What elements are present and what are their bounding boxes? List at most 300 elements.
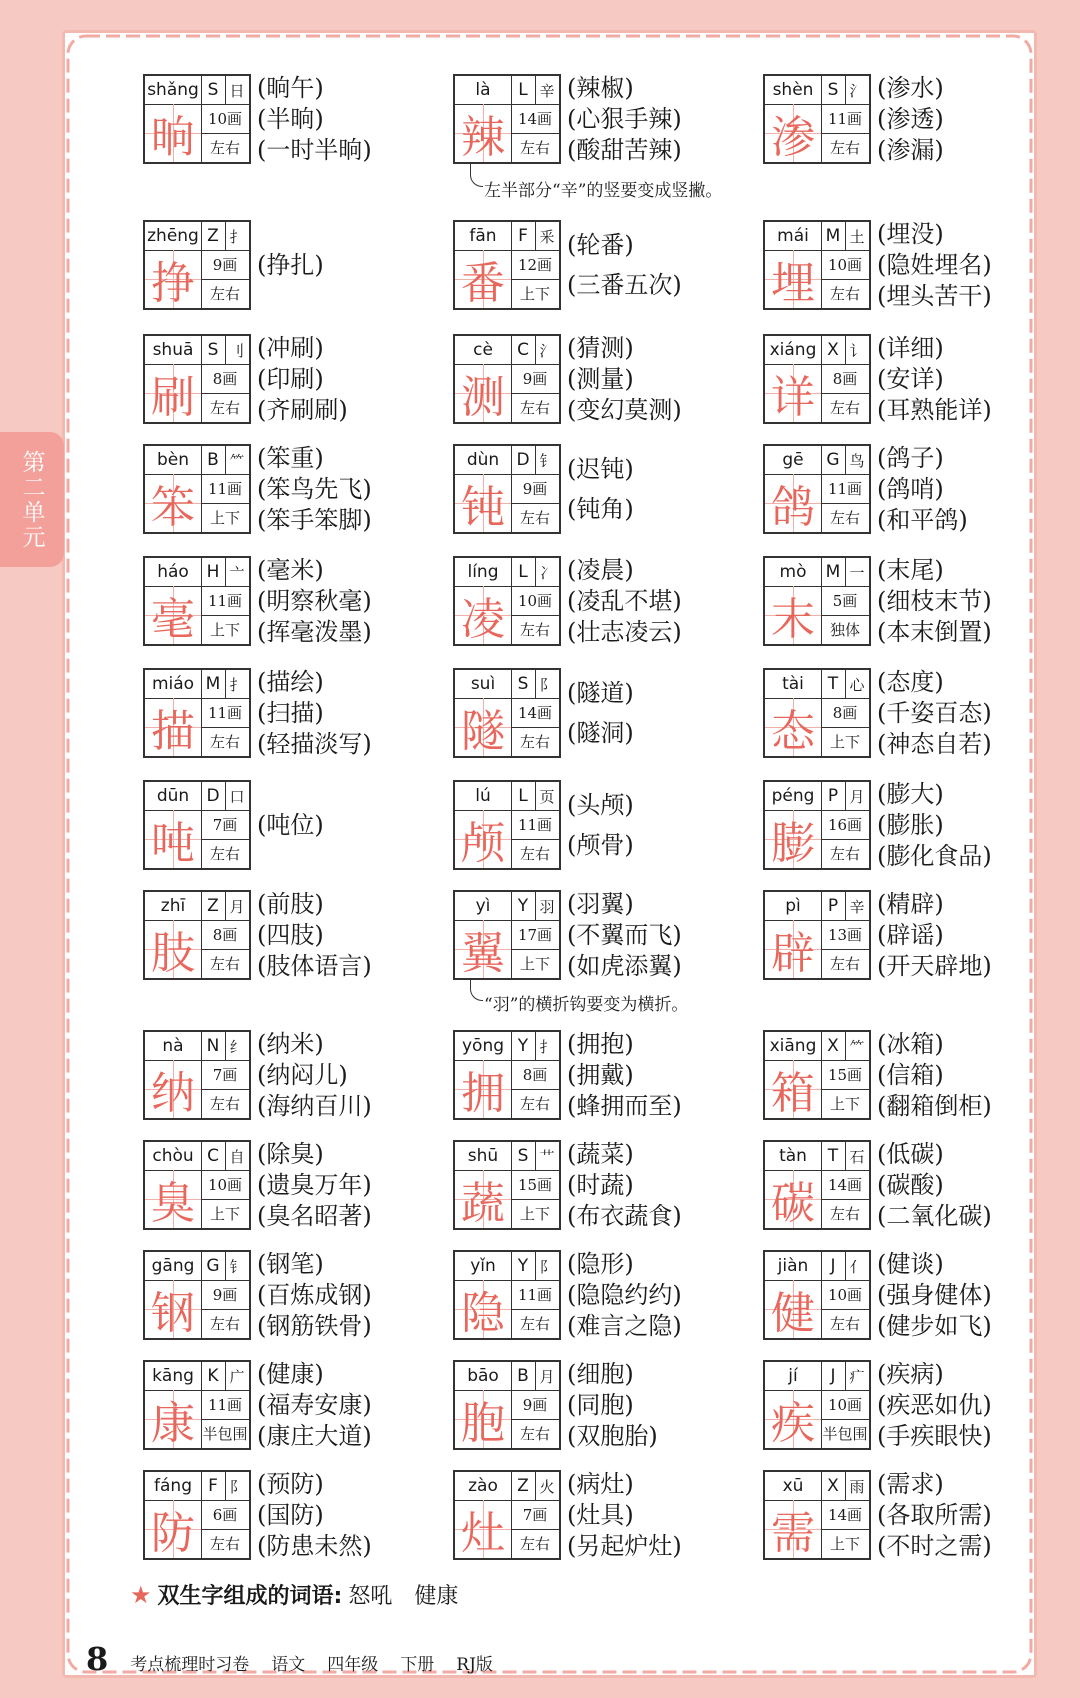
structure-cell: 上下 (519, 285, 550, 303)
initial-letter-cell: S (201, 336, 226, 365)
structure-cell: 左右 (829, 285, 860, 303)
word-item: (鸽子) (877, 443, 944, 472)
pinyin-cell: péng (765, 782, 822, 811)
word-item: (国防) (257, 1500, 324, 1529)
structure-cell: 上下 (829, 1095, 860, 1113)
pinyin-cell: shuā (145, 336, 202, 365)
structure-cell: 左右 (519, 1425, 550, 1443)
word-item: (碳酸) (877, 1170, 944, 1199)
word-item: (蔬菜) (567, 1139, 634, 1168)
word-item: (渗水) (877, 73, 944, 102)
word-item: (和平鸽) (877, 506, 968, 535)
word-list (567, 1358, 777, 1452)
radical-cell: 阝 (535, 670, 559, 699)
initial-letter-cell: X (821, 1032, 846, 1061)
char-grid (763, 1360, 871, 1450)
radical-cell: ⺮ (845, 1032, 869, 1061)
radical-cell: 纟 (225, 1032, 249, 1061)
char-grid (143, 220, 251, 310)
structure-cell: 左右 (519, 1315, 550, 1333)
char-grid (143, 1250, 251, 1340)
word-item: (海纳百川) (257, 1092, 372, 1121)
stroke-count-cell: 9画 (201, 1280, 249, 1310)
stroke-count-cell: 12画 (511, 250, 559, 280)
summary-label: 双生字组成的词语: (157, 1584, 343, 1609)
character-cell: 末 (765, 586, 822, 644)
radical-cell: 氵 (535, 336, 559, 365)
character-cell: 康 (145, 1390, 202, 1448)
pinyin-cell: jí (765, 1362, 822, 1391)
word-item: (毫米) (257, 555, 324, 584)
word-list (567, 1468, 777, 1562)
character-cell: 需 (765, 1500, 822, 1558)
char-grid (143, 1470, 251, 1560)
character-cell: 番 (455, 250, 512, 308)
word-item: (笨鸟先飞) (257, 474, 372, 503)
char-grid (453, 780, 561, 870)
word-list (877, 666, 1080, 760)
structure-cell: 上下 (519, 955, 550, 973)
pinyin-cell: xū (765, 1472, 822, 1501)
radical-cell: 疒 (845, 1362, 869, 1391)
radical-cell: 广 (225, 1362, 249, 1391)
structure-cell: 上下 (209, 1205, 240, 1223)
character-cell: 凌 (455, 586, 512, 644)
word-item: (防患未然) (257, 1532, 372, 1561)
word-item: (难言之隐) (567, 1312, 682, 1341)
character-cell: 描 (145, 698, 202, 756)
word-item: (渗透) (877, 104, 944, 133)
word-item: (细胞) (567, 1359, 634, 1388)
radical-cell: 刂 (225, 336, 249, 365)
stroke-count-cell: 14画 (821, 1170, 869, 1200)
word-item: (精辟) (877, 889, 944, 918)
word-item: (冲刷) (257, 333, 324, 362)
pinyin-cell: yì (455, 892, 512, 921)
word-item: (埋头苦干) (877, 282, 992, 311)
word-item: (钝角) (567, 495, 634, 524)
char-grid (453, 890, 561, 980)
char-grid (143, 890, 251, 980)
char-grid (453, 668, 561, 758)
page-number: 8 (86, 1640, 109, 1678)
unit-side-tab (0, 432, 64, 567)
word-item: (迟钝) (567, 454, 634, 483)
word-list (257, 1468, 467, 1562)
pinyin-cell: yōng (455, 1032, 512, 1061)
stroke-count-cell: 11画 (201, 474, 249, 504)
character-cell: 挣 (145, 250, 202, 308)
char-grid (453, 1030, 561, 1120)
char-grid (453, 220, 561, 310)
stroke-count-cell: 9画 (201, 250, 249, 280)
word-item: (翻箱倒柜) (877, 1092, 992, 1121)
character-cell: 箱 (765, 1060, 822, 1118)
character-cell: 吨 (145, 810, 202, 868)
radical-cell: 月 (225, 892, 249, 921)
character-cell: 毫 (145, 586, 202, 644)
word-item: (挥毫泼墨) (257, 618, 372, 647)
word-item: (半晌) (257, 104, 324, 133)
word-list (257, 778, 467, 872)
character-cell: 渗 (765, 104, 822, 162)
stroke-count-cell: 10画 (821, 1390, 869, 1420)
radical-cell: 页 (535, 782, 559, 811)
pinyin-cell: gāng (145, 1252, 202, 1281)
summary-words: 怒吼 健康 (348, 1584, 459, 1609)
char-grid (143, 1360, 251, 1450)
structure-cell: 左右 (519, 509, 550, 527)
word-item: (膨化食品) (877, 842, 992, 871)
word-item: (吨位) (257, 811, 324, 839)
character-cell: 颅 (455, 810, 512, 868)
summary-line (130, 1579, 458, 1610)
word-item: (安详) (877, 364, 944, 393)
word-item: (钢筋铁骨) (257, 1312, 372, 1341)
word-item: (细枝末节) (877, 586, 992, 615)
pinyin-cell: bèn (145, 446, 202, 475)
char-grid (453, 556, 561, 646)
pinyin-cell: suì (455, 670, 512, 699)
character-cell: 详 (765, 364, 822, 422)
word-item: (齐刷刷) (257, 396, 348, 425)
note-la: 左半部分“辛”的竖要变成竖撇。 (484, 181, 723, 201)
initial-letter-cell: L (511, 782, 536, 811)
word-item: (心狠手辣) (567, 104, 682, 133)
structure-cell: 左右 (829, 399, 860, 417)
radical-cell: 鸟 (845, 446, 869, 475)
initial-letter-cell: S (511, 1142, 536, 1171)
stroke-count-cell: 7画 (201, 810, 249, 840)
word-item: (膨胀) (877, 810, 944, 839)
word-item: (预防) (257, 1469, 324, 1498)
word-list (567, 1138, 777, 1232)
initial-letter-cell: D (201, 782, 226, 811)
pinyin-cell: pì (765, 892, 822, 921)
pinyin-cell: nà (145, 1032, 202, 1061)
structure-cell: 半包围 (202, 1425, 248, 1443)
structure-cell: 左右 (209, 399, 240, 417)
word-item: (羽翼) (567, 889, 634, 918)
pinyin-cell: gē (765, 446, 822, 475)
stroke-count-cell: 9画 (511, 1390, 559, 1420)
structure-cell: 左右 (209, 733, 240, 751)
book-title: 考点梳理时习卷 (130, 1655, 250, 1675)
word-item: (纳米) (257, 1029, 324, 1058)
word-item: (前肢) (257, 889, 324, 918)
word-item: (挣扎) (257, 251, 324, 279)
word-item: (颅骨) (567, 831, 634, 860)
pinyin-cell: dùn (455, 446, 512, 475)
char-grid (763, 444, 871, 534)
char-grid (143, 780, 251, 870)
character-cell: 碳 (765, 1170, 822, 1228)
radical-cell: 月 (535, 1362, 559, 1391)
word-list (567, 1028, 777, 1122)
stroke-count-cell: 11画 (201, 1390, 249, 1420)
stroke-count-cell: 6画 (201, 1500, 249, 1530)
initial-letter-cell: C (201, 1142, 226, 1171)
word-item: (纳闷儿) (257, 1060, 348, 1089)
word-list (567, 1248, 777, 1342)
word-item: (变幻莫测) (567, 396, 682, 425)
initial-letter-cell: H (201, 558, 226, 587)
initial-letter-cell: G (201, 1252, 226, 1281)
word-item: (福寿安康) (257, 1390, 372, 1419)
initial-letter-cell: N (201, 1032, 226, 1061)
word-list (567, 778, 777, 872)
initial-letter-cell: K (201, 1362, 226, 1391)
structure-cell: 左右 (209, 845, 240, 863)
char-grid (763, 780, 871, 870)
character-cell: 胞 (455, 1390, 512, 1448)
word-item: (蜂拥而至) (567, 1092, 682, 1121)
initial-letter-cell: D (511, 446, 536, 475)
radical-cell: 一 (845, 558, 869, 587)
char-grid (453, 1250, 561, 1340)
structure-cell: 左右 (829, 509, 860, 527)
radical-cell: 雨 (845, 1472, 869, 1501)
radical-cell: ⺮ (225, 446, 249, 475)
grade: 四年级 (327, 1655, 379, 1675)
word-item: (凌乱不堪) (567, 586, 682, 615)
stroke-count-cell: 7画 (201, 1060, 249, 1090)
word-item: (疾病) (877, 1359, 944, 1388)
word-item: (各取所需) (877, 1500, 992, 1529)
word-list (877, 442, 1080, 536)
radical-cell: 艹 (535, 1142, 559, 1171)
structure-cell: 上下 (209, 621, 240, 639)
stroke-count-cell: 8画 (201, 364, 249, 394)
char-grid (763, 74, 871, 164)
word-item: (千姿百态) (877, 698, 992, 727)
initial-letter-cell: M (201, 670, 226, 699)
word-item: (描绘) (257, 667, 324, 696)
character-cell: 纳 (145, 1060, 202, 1118)
word-item: (隧洞) (567, 719, 634, 748)
stroke-count-cell: 11画 (511, 1280, 559, 1310)
radical-cell: 阝 (535, 1252, 559, 1281)
structure-cell: 上下 (209, 509, 240, 527)
radical-cell: 冫 (535, 558, 559, 587)
pinyin-cell: miáo (145, 670, 202, 699)
initial-letter-cell: Z (201, 222, 226, 251)
word-list (567, 218, 777, 312)
stroke-count-cell: 11画 (821, 474, 869, 504)
initial-letter-cell: C (511, 336, 536, 365)
pinyin-cell: jiàn (765, 1252, 822, 1281)
radical-cell: 扌 (225, 670, 249, 699)
char-grid (763, 1030, 871, 1120)
word-item: (壮志凌云) (567, 618, 682, 647)
stroke-count-cell: 13画 (821, 920, 869, 950)
pinyin-cell: shū (455, 1142, 512, 1171)
character-cell: 埋 (765, 250, 822, 308)
initial-letter-cell: X (821, 336, 846, 365)
character-cell: 晌 (145, 104, 202, 162)
initial-letter-cell: S (821, 76, 846, 105)
char-grid (453, 1360, 561, 1450)
character-cell: 膨 (765, 810, 822, 868)
character-cell: 测 (455, 364, 512, 422)
word-item: (隐形) (567, 1249, 634, 1278)
radical-cell: 石 (845, 1142, 869, 1171)
stroke-count-cell: 14画 (511, 104, 559, 134)
stroke-count-cell: 10画 (821, 250, 869, 280)
structure-cell: 左右 (829, 1205, 860, 1223)
word-item: (隐隐约约) (567, 1280, 682, 1309)
note-yi: “羽”的横折钩要变为横折。 (484, 995, 689, 1015)
word-item: (同胞) (567, 1390, 634, 1419)
word-item: (猜测) (567, 333, 634, 362)
word-item: (隐姓埋名) (877, 250, 992, 279)
word-list (877, 1248, 1080, 1342)
initial-letter-cell: F (201, 1472, 226, 1501)
radical-cell: 月 (845, 782, 869, 811)
char-grid (763, 668, 871, 758)
word-list (257, 218, 467, 312)
structure-cell: 独体 (829, 621, 860, 639)
word-list (877, 1468, 1080, 1562)
word-item: (酸甜苦辣) (567, 136, 682, 165)
stroke-count-cell: 11画 (821, 104, 869, 134)
pinyin-cell: xiáng (765, 336, 822, 365)
word-item: (健谈) (877, 1249, 944, 1278)
word-item: (鸽哨) (877, 474, 944, 503)
stroke-count-cell: 10画 (201, 104, 249, 134)
word-item: (明察秋毫) (257, 586, 372, 615)
word-item: (耳熟能详) (877, 396, 992, 425)
pinyin-cell: cè (455, 336, 512, 365)
pinyin-cell: mái (765, 222, 822, 251)
character-cell: 翼 (455, 920, 512, 978)
radical-cell: 氵 (845, 76, 869, 105)
character-cell: 态 (765, 698, 822, 756)
structure-cell: 左右 (519, 845, 550, 863)
initial-letter-cell: J (821, 1362, 846, 1391)
structure-cell: 左右 (829, 845, 860, 863)
structure-cell: 左右 (209, 955, 240, 973)
stroke-count-cell: 11画 (201, 698, 249, 728)
structure-cell: 左右 (519, 1095, 550, 1113)
char-grid (453, 1470, 561, 1560)
subject: 语文 (271, 1655, 306, 1675)
word-item: (二氧化碳) (877, 1202, 992, 1231)
word-item: (晌午) (257, 73, 324, 102)
initial-letter-cell: T (821, 670, 846, 699)
word-item: (神态自若) (877, 730, 992, 759)
character-cell: 钢 (145, 1280, 202, 1338)
word-item: (开天辟地) (877, 952, 992, 981)
word-list (877, 332, 1080, 426)
radical-cell: 扌 (535, 1032, 559, 1061)
pinyin-cell: zào (455, 1472, 512, 1501)
word-list (257, 332, 467, 426)
initial-letter-cell: S (201, 76, 226, 105)
word-item: (信箱) (877, 1060, 944, 1089)
structure-cell: 左右 (209, 1315, 240, 1333)
stroke-count-cell: 10画 (511, 586, 559, 616)
radical-cell: 心 (845, 670, 869, 699)
word-item: (低碳) (877, 1139, 944, 1168)
word-item: (一时半晌) (257, 136, 372, 165)
character-cell: 肢 (145, 920, 202, 978)
structure-cell: 左右 (519, 621, 550, 639)
char-grid (763, 334, 871, 424)
word-item: (末尾) (877, 555, 944, 584)
structure-cell: 左右 (209, 139, 240, 157)
structure-cell: 左右 (519, 1535, 550, 1553)
word-list (567, 888, 777, 982)
word-item: (扫描) (257, 698, 324, 727)
word-item: (除臭) (257, 1139, 324, 1168)
word-item: (拥抱) (567, 1029, 634, 1058)
word-item: (笨手笨脚) (257, 506, 372, 535)
initial-letter-cell: X (821, 1472, 846, 1501)
char-grid (453, 74, 561, 164)
character-cell: 刷 (145, 364, 202, 422)
pinyin-cell: tài (765, 670, 822, 699)
word-list (257, 72, 467, 166)
word-list (567, 72, 777, 166)
word-list (567, 332, 777, 426)
word-item: (健步如飞) (877, 1312, 992, 1341)
word-list (567, 442, 777, 536)
word-item: (臭名昭著) (257, 1202, 372, 1231)
pinyin-cell: mò (765, 558, 822, 587)
word-item: (埋没) (877, 219, 944, 248)
structure-cell: 左右 (209, 1535, 240, 1553)
word-list (877, 218, 1080, 312)
stroke-count-cell: 15画 (821, 1060, 869, 1090)
word-list (877, 778, 1080, 872)
word-item: (态度) (877, 667, 944, 696)
word-list (257, 1248, 467, 1342)
structure-cell: 左右 (829, 139, 860, 157)
word-list (567, 666, 777, 760)
star-icon: ★ (130, 1580, 152, 1609)
pinyin-cell: xiāng (765, 1032, 822, 1061)
word-item: (手疾眼快) (877, 1422, 992, 1451)
pinyin-cell: zhī (145, 892, 202, 921)
initial-letter-cell: Z (201, 892, 226, 921)
word-list (877, 1138, 1080, 1232)
stroke-count-cell: 10画 (821, 1280, 869, 1310)
structure-cell: 左右 (209, 285, 240, 303)
word-list (257, 1028, 467, 1122)
char-grid (453, 1140, 561, 1230)
character-cell: 拥 (455, 1060, 512, 1118)
radical-cell: 口 (225, 782, 249, 811)
radical-cell: 扌 (225, 222, 249, 251)
word-item: (详细) (877, 333, 944, 362)
initial-letter-cell: Z (511, 1472, 536, 1501)
structure-cell: 左右 (519, 733, 550, 751)
char-grid (763, 1470, 871, 1560)
stroke-count-cell: 14画 (511, 698, 559, 728)
radical-cell: 辛 (535, 76, 559, 105)
char-grid (763, 556, 871, 646)
stroke-count-cell: 8画 (201, 920, 249, 950)
initial-letter-cell: F (511, 222, 536, 251)
word-item: (另起炉灶) (567, 1532, 682, 1561)
character-cell: 辟 (765, 920, 822, 978)
word-item: (隧道) (567, 678, 634, 707)
word-list (257, 554, 467, 648)
word-item: (三番五次) (567, 271, 682, 300)
initial-letter-cell: P (821, 892, 846, 921)
stroke-count-cell: 8画 (511, 1060, 559, 1090)
